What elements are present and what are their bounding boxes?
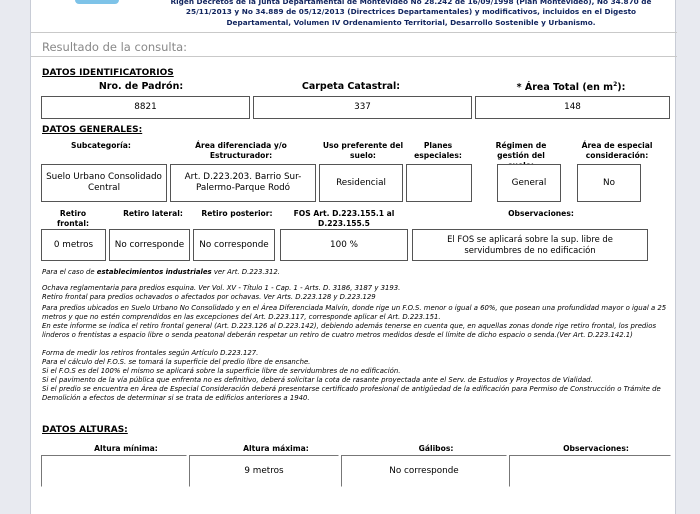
altura-maxima-value: 9 metros [189, 455, 339, 487]
galibos-label: Gálibos: [418, 444, 454, 453]
retiro-lateral-value: No corresponde [109, 229, 190, 261]
note-forma-medir: Forma de medir los retiros frontales según Artículo D.223.127. [42, 349, 259, 357]
area-especial-value: No [577, 164, 641, 202]
divider [31, 32, 677, 33]
area-total-label-exponent: 2 [613, 81, 618, 88]
note-industriales-bold: establecimientos industriales [96, 268, 212, 276]
note-ochava: Ochava reglamentaria para predios esquina. Ver Vol. XV - Título 1 - Cap. 1 - Arts. D. 3186, 3187 y 3193. [42, 284, 401, 292]
note-fos-100: Si el F.O.S es del 100% el mismo se aplicará sobre la superficie libre de servidumbres de no edificación. [42, 367, 401, 375]
area-total-label [471, 80, 671, 93]
planes-especiales-label: Planes especiales: [414, 141, 462, 160]
note-suelo-urbano: Para predios ubicados en Suelo Urbano No Consolidado y en el Área Diferenciada Malvín, donde rige un F.O.S. menor o igual a 60%, que posean una profundidad mayor o igual a 25 metros y que no estén comprendidos en las excepciones del Art. D.223.117, corresponde aplicar el Art. D.223.151. [42, 304, 667, 321]
area-diferenciada-label: Área diferenciada y/o Estructurador: [195, 141, 287, 160]
legal-header-line: Rigen Decretos de la Junta Departamental de Montevideo No 28.242 de 16/09/1998 (Plan Montevideo), No 34.870 de [170, 0, 652, 6]
note-calculo-fos: Para el cálculo del F.O.S. se tomará la superficie del predio libre de ensanche. [42, 358, 311, 366]
observaciones-alturas-label: Observaciones: [563, 444, 629, 453]
fos-value: 100 % [280, 229, 408, 261]
note-industriales [42, 268, 672, 277]
carpeta-label: Carpeta Catastral: [301, 81, 401, 92]
area-diferenciada-value: Art. D.223.203. Barrio Sur-Palermo-Parque Rodó [170, 164, 316, 202]
logo [75, 0, 119, 4]
galibos-value: No corresponde [341, 455, 507, 487]
observaciones-label: Observaciones: [508, 209, 574, 218]
fos-label: FOS Art. D.223.155.1 al D.223.155.5 [293, 209, 395, 228]
note-especial-consideracion: Si el predio se encuentra en Área de Especial Consideración deberá presentarse certificado profesional de antigüedad de la edificación para Permiso de Construcción o Trámite de Demolición a efectos de determinar si se trata de edificios anteriores a 1940. [42, 385, 661, 402]
legal-header-line: 25/11/2013 y No 34.889 de 05/12/2013 (Directrices Departamentales) y modificativos, incluidos en el Digesto [185, 7, 637, 17]
area-total-value: 148 [475, 96, 670, 119]
section-title-identificatorios: DATOS IDENTIFICATORIOS [42, 68, 174, 78]
report-page [30, 0, 676, 514]
divider [31, 56, 677, 57]
result-title: Resultado de la consulta: [42, 40, 188, 54]
regimen-gestion-label: Régimen de gestión del [495, 141, 547, 160]
note-retiro-frontal-general: En este informe se indica el retiro frontal general (Art. D.223.126 al D.223.142), debiendo además tenerse en cuenta que, en aquellas zonas donde rige retiro frontal, los predios linderos o frentistas a espacio libre o senda peatonal deberán respetar un retiro de cuatro metros medidos desde el límite de dicho espacio o senda.(Ver Art. D.223.142.1) [42, 322, 657, 339]
note-pavimento: Si el pavimento de la vía pública que enfrenta no es definitivo, deberá solicitar la cota de rasante proyectada ante el Serv. de Estudios y Proyectos de Vialidad. [42, 376, 593, 384]
carpeta-value: 337 [253, 96, 472, 119]
padron-value: 8821 [41, 96, 250, 119]
area-total-label-text: * Área Total (en m [516, 82, 614, 94]
regimen-gestion-value: General [497, 164, 561, 202]
note-industriales-post: ver Art. D.223.312. [211, 268, 280, 276]
section-title-generales: DATOS GENERALES: [42, 125, 143, 135]
subcategoria-value: Suelo Urbano Consolidado Central [41, 164, 167, 202]
uso-preferente-label: Uso preferente del suelo: [322, 141, 404, 160]
observaciones-alturas-value [509, 455, 671, 487]
note-industriales-pre: Para el caso de [42, 268, 97, 276]
altura-minima-value [41, 455, 187, 487]
legal-header-line: Departamental, Volumen IV Ordenamiento Territorial, Desarrollo Sostenible y Urbanismo. [226, 17, 596, 27]
padron-label: Nro. de Padrón: [98, 81, 184, 92]
retiro-lateral-label: Retiro lateral: [123, 209, 183, 218]
note-retiro-ochavados: Retiro frontal para predios ochavados o afectados por ochavas. Ver Arts. D.223.128 y D.223.129 [42, 293, 376, 301]
planes-especiales-value [406, 164, 472, 202]
altura-maxima-label: Altura máxima: [243, 444, 309, 453]
uso-preferente-value: Residencial [319, 164, 403, 202]
retiro-frontal-value: 0 metros [41, 229, 106, 261]
retiro-posterior-value: No corresponde [193, 229, 275, 261]
area-especial-label: Área de especial consideración: [581, 141, 653, 160]
retiro-frontal-label: Retiro frontal: [56, 209, 90, 228]
altura-minima-label: Altura mínima: [94, 444, 158, 453]
area-total-label-suffix: ): [617, 82, 626, 94]
section-title-alturas: DATOS ALTURAS: [42, 425, 128, 435]
subcategoria-label: Subcategoría: [71, 141, 131, 150]
retiro-posterior-label: Retiro posterior: [201, 209, 273, 218]
legal-header [151, 0, 671, 28]
observaciones-value: El FOS se aplicará sobre la sup. libre de servidumbres de no edificación [412, 229, 648, 261]
